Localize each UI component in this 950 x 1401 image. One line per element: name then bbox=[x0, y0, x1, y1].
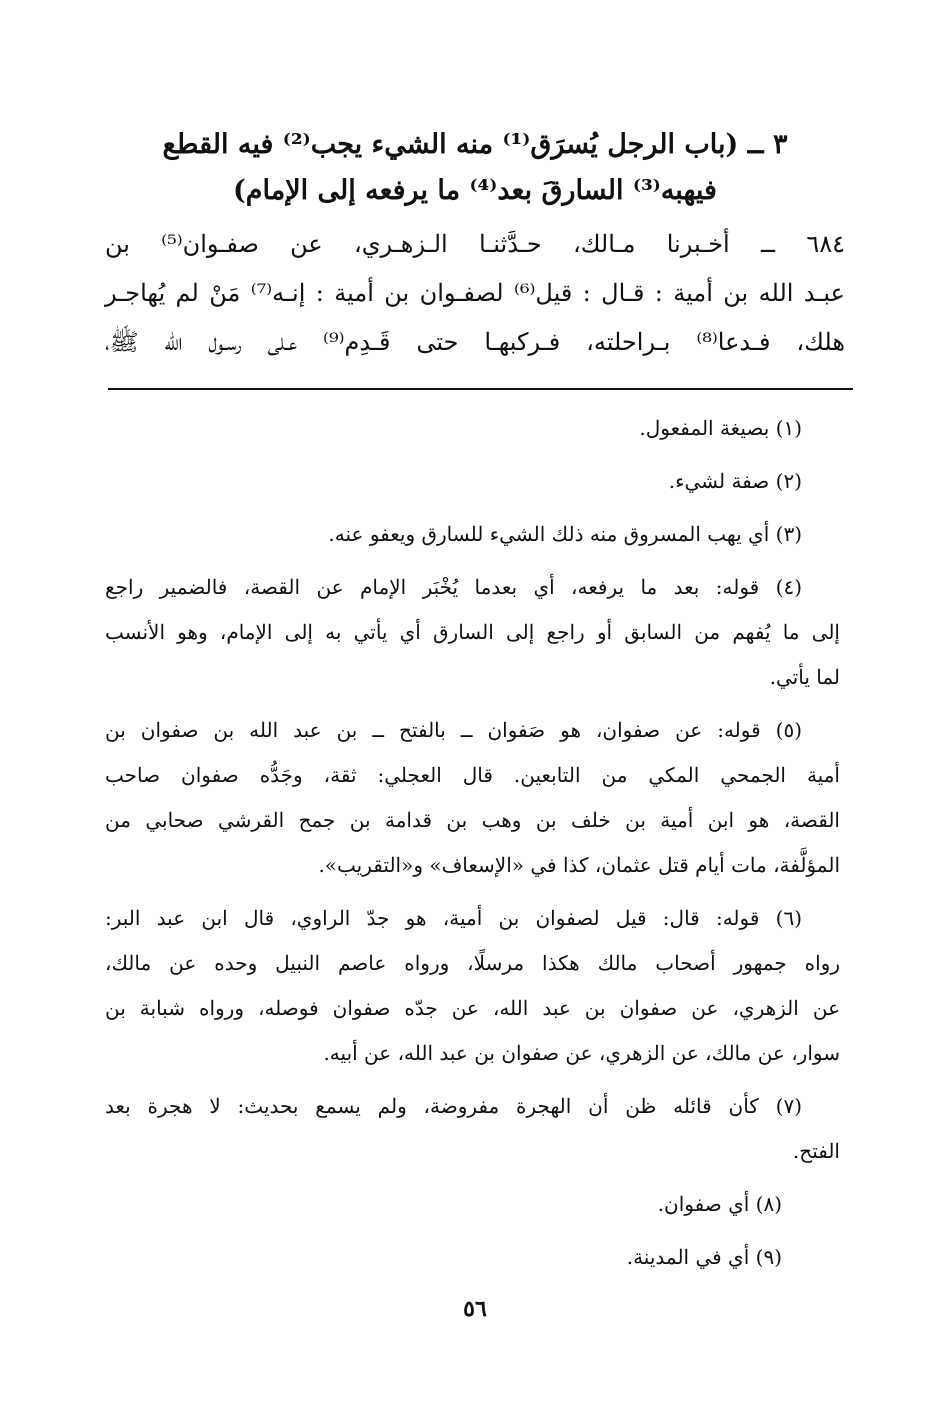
footnote-line: لما يأتي. bbox=[769, 665, 840, 689]
footnote-line: إلى ما يُفهم من السابق أو راجع إلى السارق أي يأتي به إلى الإمام، وهو الأنسب bbox=[105, 620, 840, 644]
footnote-line: أمية الجمحي المكي من التابعين. قال العجلي: ثقة، وجَدُّه صفوان صاحب bbox=[105, 763, 840, 787]
footnote-1: (١) بصيغة المفعول. bbox=[639, 416, 802, 440]
footnote-line: سوار، عن مالك، عن الزهري، عن صفوان بن عبد الله، عن أبيه. bbox=[323, 1041, 840, 1065]
footnote-2: (٢) صفة لشيء. bbox=[668, 469, 802, 493]
footnote-line: الفتح. bbox=[792, 1139, 840, 1163]
footnote-line: (٤) قوله: بعد ما يرفعه، أي بعدما يُخْبَر الإمام عن القصة، فالضمير راجع bbox=[105, 575, 802, 599]
footnotes bbox=[105, 398, 840, 1280]
footnote-line: المؤلَّفة، مات أيام قتل عثمان، كذا في «الإسعاف» و«التقريب». bbox=[318, 853, 840, 877]
chapter-heading bbox=[110, 122, 840, 214]
footnote-3: (٣) أي يهب المسروق منه ذلك الشيء للسارق ويعفو عنه. bbox=[328, 522, 802, 546]
footnote-line: القصة، هو ابن أمية بن خلف بن وهب بن قدامة بن جمح القرشي صحابي من bbox=[105, 808, 840, 832]
footnote-line: (٥) قوله: عن صفوان، هو صَفوان ــ بالفتح ــ بن عبد الله بن صفوان بن bbox=[105, 718, 802, 742]
heading-line-1: ٣ ــ (باب الرجل يُسرَق⁽¹⁾ منه الشيء يجب⁽²⁾ فيه القطع bbox=[162, 129, 788, 160]
main-line: عبـد الله بن أمية : قـال : قيل⁽⁶⁾ لصفـوان بن أمية : إنـه⁽⁷⁾ مَنْ لم يُهاجـر bbox=[105, 279, 845, 307]
page-number: ٥٦ bbox=[463, 1296, 487, 1322]
footnote-5 bbox=[105, 708, 840, 888]
main-line: هلك، فـدعا⁽⁸⁾ بـراحلته، فـركبهـا حتى قَـدِم⁽⁹⁾ عـلى رسـول الله ﷺ، bbox=[105, 328, 845, 356]
hadith-text bbox=[105, 220, 845, 367]
footnote-6 bbox=[105, 896, 840, 1076]
footnote-8: (٨) أي صفوان. bbox=[657, 1192, 782, 1216]
main-line: ٦٨٤ ــ أخـبرنا مـالك، حـدَّثنـا الـزهـري، عن صفـوان⁽⁵⁾ بن bbox=[105, 230, 845, 258]
footnote-line: (٦) قوله: قال: قيل لصفوان بن أمية، هو جدّ الراوي، قال ابن عبد البر: bbox=[105, 906, 802, 930]
heading-line-2: فيهبه⁽³⁾ السارقَ بعد⁽⁴⁾ ما يرفعه إلى الإمام) bbox=[233, 175, 717, 206]
footnote-7 bbox=[105, 1084, 840, 1174]
footnote-divider bbox=[108, 388, 853, 390]
footnote-line: عن الزهري، عن صفوان بن عبد الله، عن جدّه صفوان فوصله، ورواه شبابة بن bbox=[105, 996, 840, 1020]
footnote-9: (٩) أي في المدينة. bbox=[626, 1245, 782, 1269]
footnote-4 bbox=[105, 565, 840, 700]
footnote-line: رواه جمهور أصحاب مالك هكذا مرسلًا، ورواه عاصم النبيل وحده عن مالك، bbox=[105, 951, 840, 975]
footnote-line: (٧) كأن قائله ظن أن الهجرة مفروضة، ولم يسمع بحديث: لا هجرة بعد bbox=[105, 1094, 802, 1118]
